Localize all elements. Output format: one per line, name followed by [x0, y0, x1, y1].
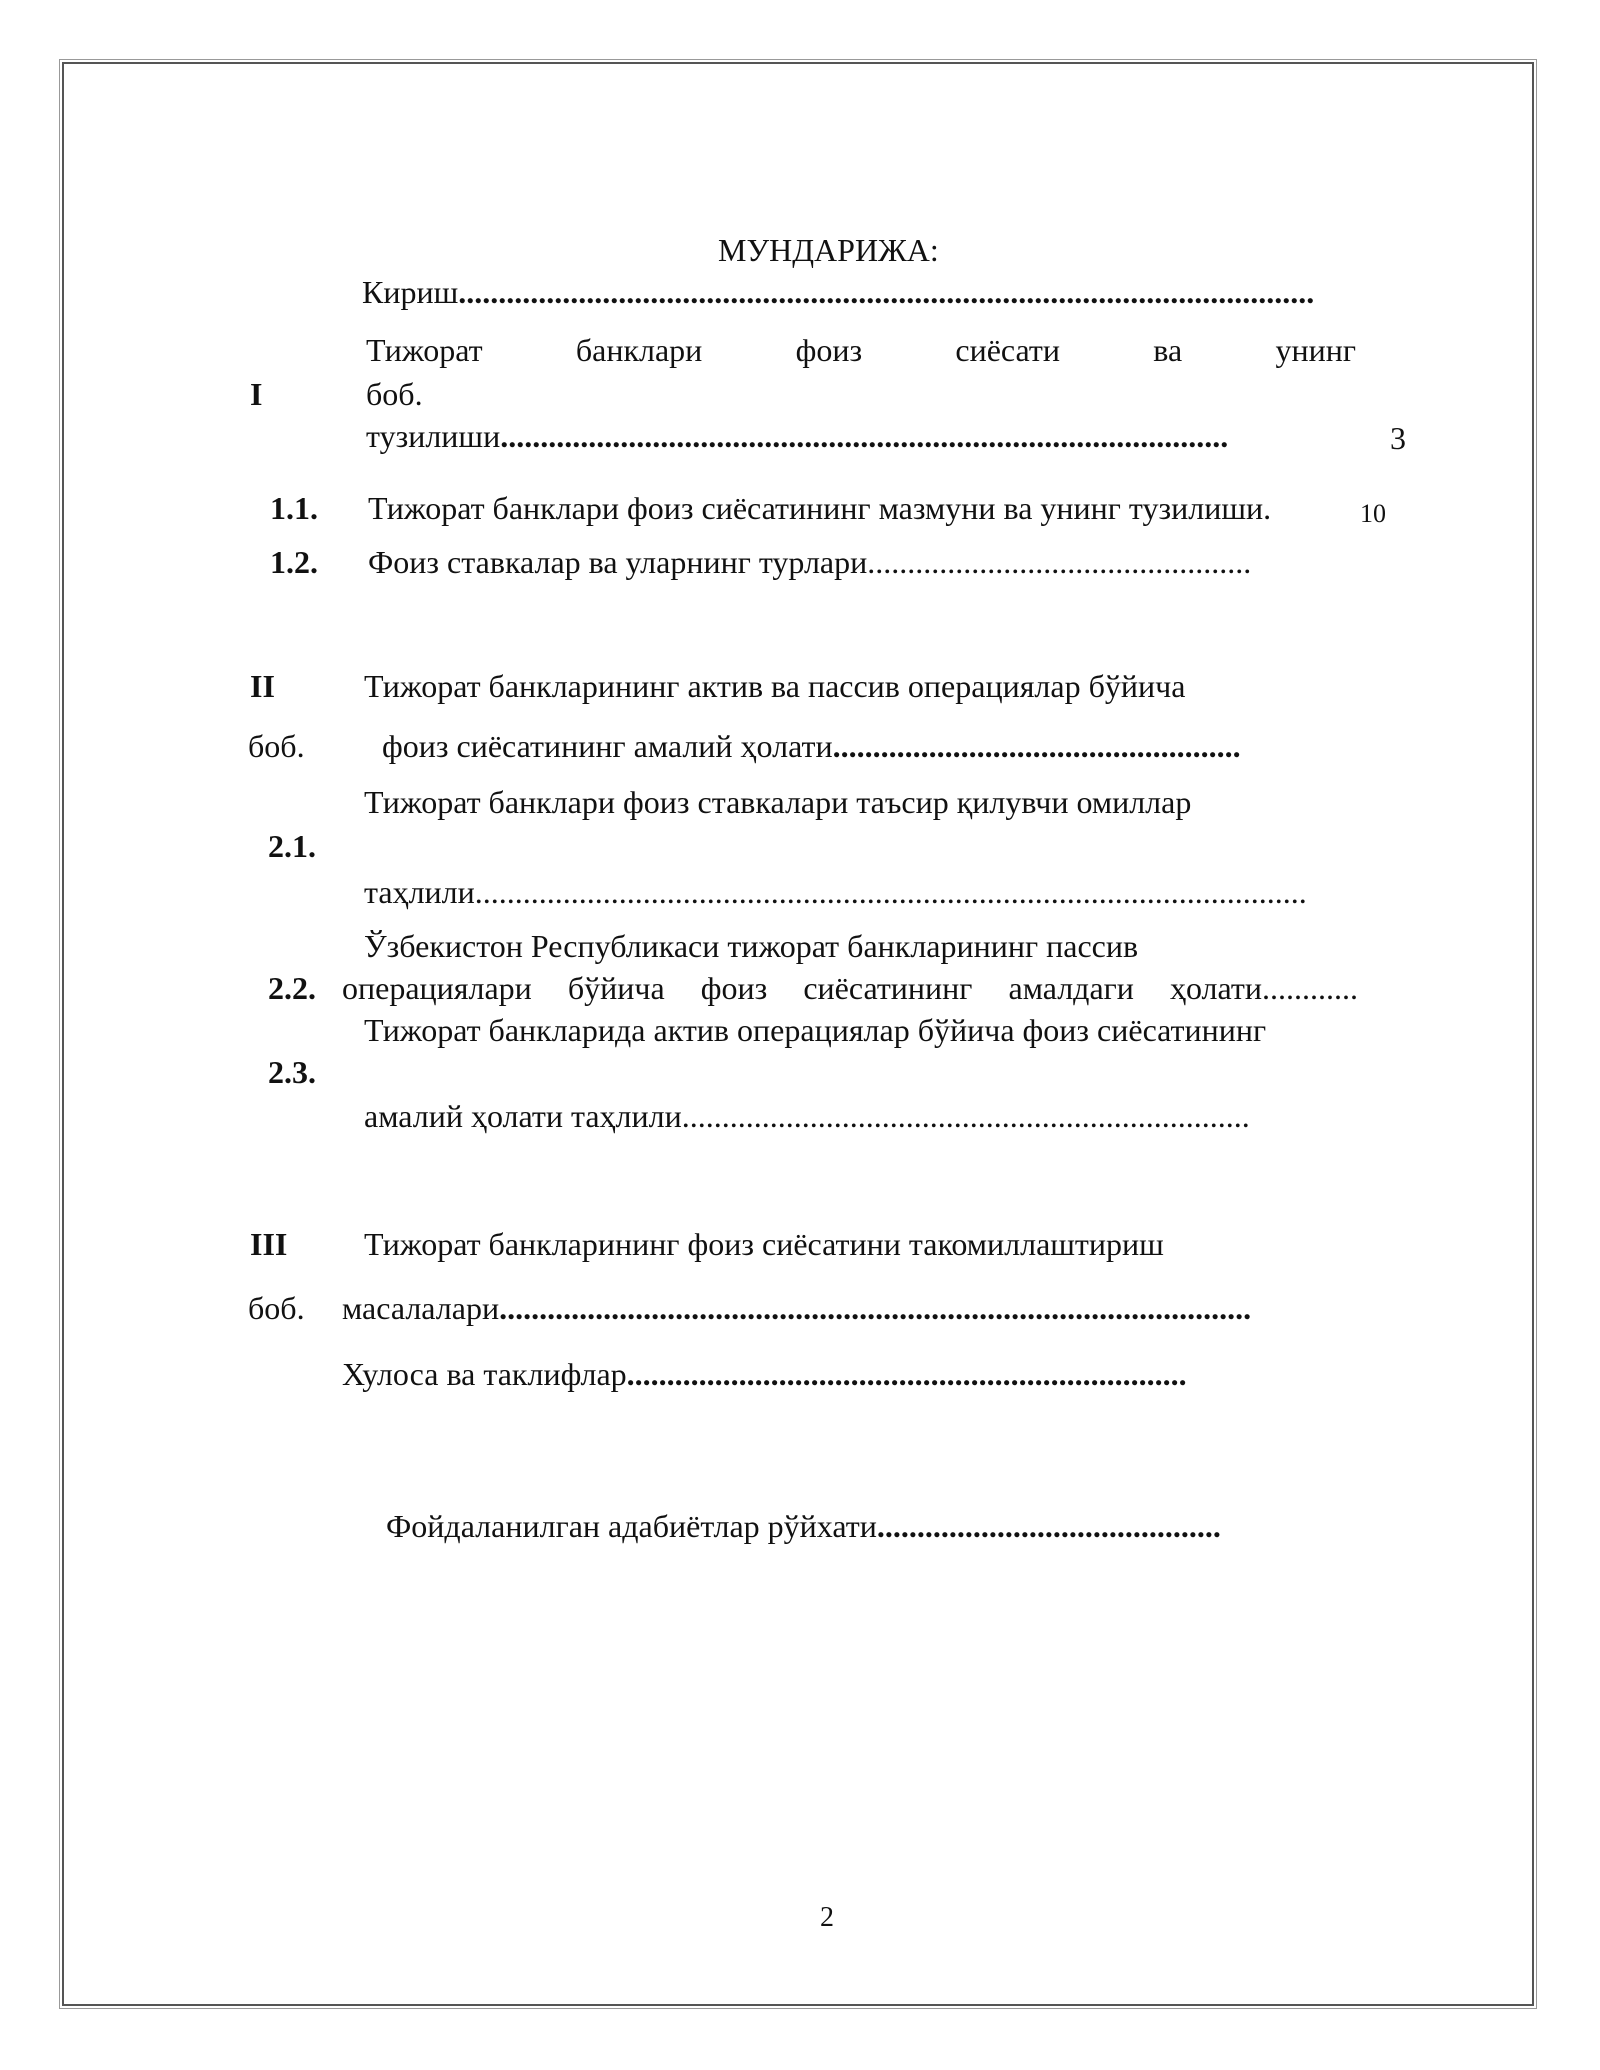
toc-entry-label: тузилиши [366, 418, 501, 454]
word: Тижорат [366, 332, 483, 368]
toc-entry-label: Фойдаланилган адабиётлар рўйхати [386, 1508, 877, 1544]
section-2-1-number: 2.1. [268, 828, 316, 864]
toc-entry-references[interactable] [386, 1506, 1221, 1546]
word: сиёсати [955, 332, 1060, 368]
toc-leader: ................................................ [867, 544, 1252, 580]
toc-leader: ...................................................................... [626, 1356, 1187, 1392]
chapter-1-number: I [250, 376, 263, 412]
chapter-1-page: 3 [1390, 420, 1406, 456]
toc-leader: ........................................................................................................ [474, 874, 1307, 910]
chapter-1-bob: боб. [366, 376, 423, 412]
page-title: МУНДАРИЖА: [718, 232, 939, 268]
word: унинг [1275, 332, 1356, 368]
chapter-1-title-line1[interactable] [366, 330, 1356, 370]
word: ҳолати............ [1169, 970, 1358, 1006]
chapter-3-title-line1[interactable]: Тижорат банкларининг фоиз сиёсатини такомиллаштириш [364, 1226, 1164, 1262]
toc-leader: ....................................................................... [681, 1098, 1250, 1134]
chapter-3-title-line2[interactable] [342, 1288, 1251, 1328]
toc-entry-label: Хулоса ва таклифлар [342, 1356, 627, 1392]
chapter-3-number: III [250, 1226, 288, 1262]
chapter-1-title-line2[interactable] [366, 416, 1228, 456]
chapter-2-title-line1[interactable]: Тижорат банкларининг актив ва пассив операциялар бўйича [364, 668, 1186, 704]
toc-entry-intro[interactable] [362, 272, 1314, 312]
toc-entry-label: фоиз сиёсатининг амалий ҳолати [382, 728, 833, 764]
toc-entry-label: таҳлили [364, 874, 475, 910]
section-2-1-title-line2[interactable] [364, 872, 1307, 912]
toc-entry-label: масалалари [342, 1290, 500, 1326]
section-2-2-number: 2.2. [268, 970, 316, 1006]
word: фоиз [795, 332, 863, 368]
toc-entry-conclusion[interactable] [342, 1354, 1187, 1394]
word: фоиз [700, 970, 768, 1006]
section-1-1-page: 10 [1360, 499, 1386, 528]
section-2-3-number: 2.3. [268, 1054, 316, 1090]
toc-entry-label: амалий ҳолати таҳлили [364, 1098, 682, 1134]
toc-leader: .............................................................................................. [499, 1290, 1252, 1326]
section-2-3-title-line1[interactable]: Тижорат банкларида актив операциялар бўйича фоиз сиёсатининг [364, 1012, 1267, 1048]
section-1-2-number: 1.2. [270, 544, 318, 580]
chapter-2-number: II [250, 668, 275, 704]
word: банклари [575, 332, 703, 368]
section-2-1-title-line1[interactable]: Тижорат банклари фоиз ставкалари таъсир қилувчи омиллар [364, 784, 1192, 820]
toc-leader: ................................................... [832, 728, 1241, 764]
section-1-2-entry[interactable] [368, 542, 1251, 582]
toc-leader: ........................................................................................... [500, 418, 1229, 454]
section-1-1-number: 1.1. [270, 490, 318, 526]
section-1-1-title[interactable]: Тижорат банклари фоиз сиёсатининг мазмуни ва унинг тузилиши. [368, 490, 1272, 526]
word: бўйича [567, 970, 665, 1006]
toc-leader: ........................................... [876, 1508, 1221, 1544]
word: операциялари [342, 970, 532, 1006]
section-2-2-title-line1[interactable]: Ўзбекистон Республикаси тижорат банкларининг пассив [364, 928, 1139, 964]
toc-entry-label: Кириш [362, 274, 459, 310]
section-2-3-title-line2[interactable] [364, 1096, 1250, 1136]
chapter-2-title-line2[interactable] [382, 726, 1241, 766]
word: ва [1153, 332, 1183, 368]
toc-leader: ........................................................................................................... [458, 274, 1315, 310]
section-2-2-title-line2[interactable] [342, 968, 1358, 1008]
chapter-3-bob: боб. [248, 1290, 305, 1326]
page-number: 2 [820, 1902, 834, 1933]
chapter-2-bob: боб. [248, 728, 305, 764]
word: сиёсатининг [803, 970, 973, 1006]
word: амалдаги [1008, 970, 1134, 1006]
toc-entry-label: Фоиз ставкалар ва уларнинг турлари [368, 544, 868, 580]
